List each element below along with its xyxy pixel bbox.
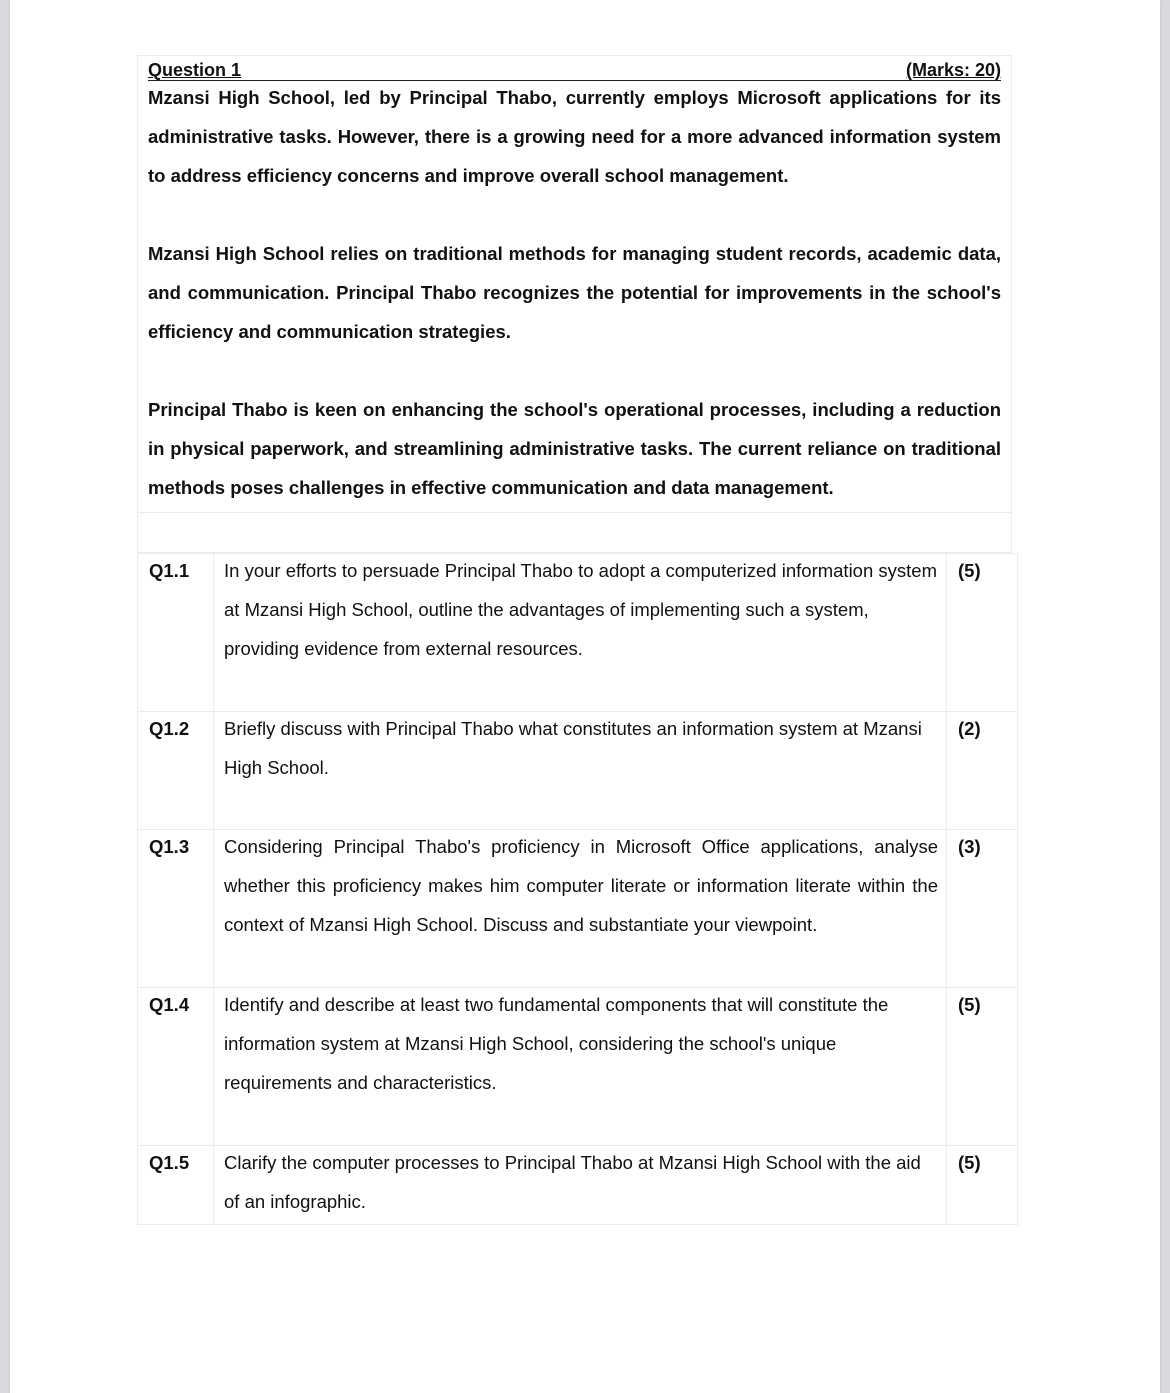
subquestion-number: Q1.5 — [138, 1146, 214, 1225]
table-row — [138, 1146, 1018, 1225]
subquestion-marks: (5) — [947, 554, 1018, 712]
table-row — [138, 712, 1018, 830]
subquestion-text: Identify and describe at least two fundamental components that will constitute the information system at Mzansi High School, considering the school's unique requirements and characteristics. — [214, 988, 947, 1146]
table-row — [138, 830, 1018, 988]
subquestion-marks: (5) — [947, 1146, 1018, 1225]
subquestion-text: In your efforts to persuade Principal Thabo to adopt a computerized information system at Mzansi High School, outline the advantages of implementing such a system, providing evidence from external resources. — [214, 554, 947, 712]
question-title: Question 1 — [148, 60, 242, 80]
subquestion-marks: (3) — [947, 830, 1018, 988]
subquestion-marks: (2) — [947, 712, 1018, 830]
subquestion-text: Considering Principal Thabo's proficiency in Microsoft Office applications, analyse whether this proficiency makes him computer literate or information literate within the context of Mzansi High School. Discuss and substantiate your viewpoint. — [214, 830, 947, 988]
intro-paragraph-3: Principal Thabo is keen on enhancing the school's operational processes, including a reduction in physical paperwork, and streamlining administrative tasks. The current reliance on traditional methods poses challenges in effective communication and data management. — [148, 399, 1001, 498]
subquestion-marks: (5) — [947, 988, 1018, 1146]
subquestion-table — [137, 553, 1018, 1225]
intro-divider — [137, 512, 1012, 513]
subquestion-text: Briefly discuss with Principal Thabo what constitutes an information system at Mzansi High School. — [214, 712, 947, 830]
subquestion-number: Q1.2 — [138, 712, 214, 830]
subquestion-number: Q1.1 — [138, 554, 214, 712]
question-marks: (Marks: 20) — [905, 60, 1001, 80]
table-row — [138, 988, 1018, 1146]
subquestion-number: Q1.3 — [138, 830, 214, 988]
subquestion-number: Q1.4 — [138, 988, 214, 1146]
table-row — [138, 554, 1018, 712]
intro-paragraph-1: Mzansi High School, led by Principal Thabo, currently employs Microsoft applications for its administrative tasks. However, there is a growing need for a more advanced information system to address efficiency concerns and improve overall school management. — [148, 87, 1001, 186]
intro-paragraph-2: Mzansi High School relies on traditional methods for managing student records, academic data, and communication. Principal Thabo recognizes the potential for improvements in the school's efficiency and communication strategies. — [148, 243, 1001, 342]
subquestion-text: Clarify the computer processes to Principal Thabo at Mzansi High School with the aid of an infographic. — [214, 1146, 947, 1225]
